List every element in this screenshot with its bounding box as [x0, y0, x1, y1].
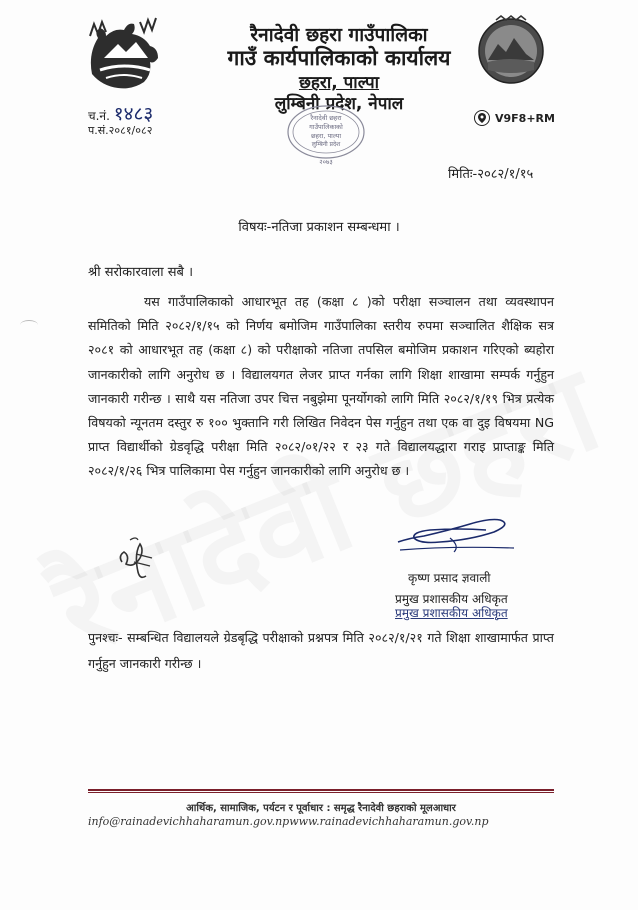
header-location: छहरा, पाल्पा: [298, 73, 380, 93]
footer-divider: [88, 789, 554, 791]
footer-motto: आर्थिक, सामाजिक, पर्यटन र पूर्वाधार : समृद्ध रैनादेवी छहराको मूलआधार: [186, 803, 456, 814]
officer-name: कृष्ण प्रसाद ज्ञवाली: [408, 571, 491, 585]
fiscal-year: प.सं.२०८१/०८२: [88, 124, 153, 137]
officer-title-stamp: प्रमुख प्रशासकीय अधिकृत: [395, 606, 508, 620]
stamp-line-2: गाउँपालिकाको: [309, 123, 343, 131]
stamp-line-1: रैनादेवी छहरा: [310, 114, 342, 122]
header-province: लुम्बिनी प्रदेश, नेपाल: [274, 94, 404, 114]
header-office-name: गाउँ कार्यपालिकाको कार्यालय: [227, 46, 451, 70]
footer-contact[interactable]: info@rainadevichhaharamun.gov.npwww.rainadevichhaharamun.gov.np: [88, 815, 489, 828]
footer-divider-thin: [88, 792, 554, 793]
location-pin-icon: [474, 110, 490, 126]
initials-mark-icon: [110, 528, 170, 588]
letter-postscript: पुनश्चः- सम्बन्धित विद्यालयले ग्रेडबृद्धि परीक्षाको प्रश्नपत्र मिति २०८२/१/२१ गते शिक्षा शाखामार्फत प्राप्त गर्नुहुन जानकारी गरीन्छ ।: [88, 630, 554, 671]
stamp-line-4: लुम्बिनी प्रदेश: [311, 141, 341, 148]
letter-date: मितिः-२०८२/१/१५: [448, 167, 534, 182]
letter-body: यस गाउँपालिकाको आधारभूत तह (कक्षा ८ )को परीक्षा सञ्चालन तथा व्यवस्थापन समितिको मिति २०८२/१/१५ को निर्णय बमोजिम गाउँपालिका स्तरीय रुपमा सञ्चालित शैक्षिक सत्र २०८१ को आधारभूत तह (कक्षा ८) को परीक्षाको नतिजा तपसिल बमोजिम प्रकाशन गरिएको ब्यहोरा जानकारीको लागि अनुरोध छ । विद्यालयगत लेजर प्राप्त गर्नका लागि शिक्षा शाखामा सम्पर्क गर्नुहुन जानकारी गरीन्छ । साथै यस नतिजा उपर चित्त नबुझेमा पूनर्योगको लागि मिति २०८२/१/१९ भित्र प्रत्येक विषयको न्यूनतम दस्तुर रु १०० भुक्तानि गरी लिखित निवेदन पेस गर्नुहुन तथा एक वा दुइ विषयमा NG प्राप्त विद्यार्थीको ग्रेडवृद्धि परीक्षा मिति २०८२/०१/२२ र २३ गते विद्यालयद्धारा गराइ प्राप्ताङ्क मिति २०८२/१/२६ भित्र पालिकामा पेस गर्नुहुन जानकारीको लागि अनुरोध छ ।: [88, 294, 554, 479]
header-municipality-name: रैनादेवी छहरा गाउँपालिका: [250, 24, 428, 46]
officer-title: प्रमुख प्रशासकीय अधिकृत: [395, 592, 508, 606]
reference-label: च.नं.: [88, 109, 110, 123]
plus-code-text: V9F8+RM: [495, 111, 555, 125]
plus-code-location: [474, 110, 555, 126]
letter-subject: विषयः-नतिजा प्रकाशन सम्बन्धमा ।: [238, 220, 400, 235]
punch-hole-mark: [20, 320, 38, 330]
stamp-line-3: छहरा, पाल्पा: [310, 132, 342, 140]
signature-mark-icon: [390, 508, 520, 560]
reference-handwritten-number: १४८३: [113, 103, 154, 125]
letter-salutation: श्री सरोकारवाला सबै ।: [88, 265, 194, 280]
stamp-year: २०७३: [319, 158, 333, 166]
office-stamp-icon: [284, 100, 368, 166]
